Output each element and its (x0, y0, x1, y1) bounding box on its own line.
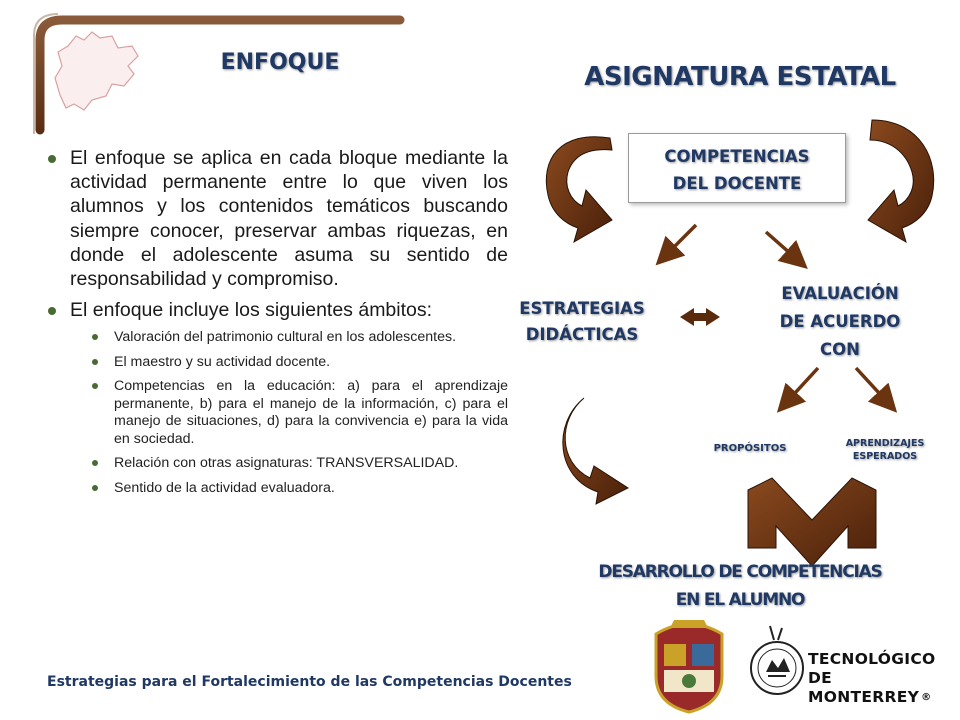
estrategias-label (502, 296, 662, 348)
competencias-label-line: DEL DOCENTE (672, 174, 802, 193)
double-arrow (680, 308, 720, 326)
aprendizajes-label (830, 437, 940, 463)
arrow-to-estrategias (663, 225, 696, 258)
competencias-label-line: COMPETENCIAS (664, 147, 810, 166)
bullet-text: El enfoque se aplica en cada bloque mediante la actividad permanente entre lo que viven los alumnos y los contenidos temáticos buscando siempre conocer, preservar ambas riquezas, en donde el adolescente asuma su sentido de responsabilidad y compromiso. (70, 147, 508, 291)
desarrollo-label-line: EN EL ALUMNO (675, 590, 805, 610)
competencias-label (628, 143, 846, 197)
arrow-to-aprendizajes (856, 368, 890, 405)
aprendizajes-label-line: ESPERADOS (852, 451, 918, 462)
tec-wordmark-line (808, 669, 958, 707)
bullet-text: El enfoque incluye los siguientes ámbitos: (70, 299, 433, 322)
tec-wordmark-line2: DE MONTERREY (808, 669, 920, 706)
sub-bullet-text: Valoración del patrimonio cultural en los adolescentes. (114, 329, 457, 346)
evaluacion-label-line: EVALUACIÓN (781, 284, 899, 303)
hook-arrow (563, 398, 628, 504)
evaluacion-label-line: CON (820, 340, 860, 359)
registered-mark: ® (921, 692, 932, 703)
arrow-to-propositos (784, 368, 818, 405)
curved-arrow-left (546, 137, 612, 242)
estado-de-mexico-seal-logo (650, 614, 728, 714)
sub-bullet-text: Sentido de la actividad evaluadora. (114, 479, 335, 496)
sub-bullet-text: Competencias en la educación: a) para el aprendizaje permanente, b) para el manejo de la información, c) para el manejo de situaciones, d) para la convivencia e) para la vida en sociedad. (114, 378, 508, 447)
evaluacion-label-line: DE ACUERDO (779, 312, 901, 331)
tec-wordmark-line: TECNOLÓGICO (808, 650, 936, 668)
sub-bullet-text: Relación con otras asignaturas: TRANSVERSALIDAD. (114, 455, 459, 472)
curved-arrow-right (868, 120, 934, 242)
footer-text: Estrategias para el Fortalecimiento de las Competencias Docentes (47, 674, 572, 690)
sub-bullet-text: El maestro y su actividad docente. (114, 353, 331, 370)
aprendizajes-label-line: APRENDIZAJES (845, 438, 925, 449)
diagram-title: ASIGNATURA ESTATAL (584, 62, 896, 92)
propositos-label: PROPÓSITOS (713, 443, 787, 454)
tec-de-monterrey-wordmark (808, 650, 958, 707)
estrategias-label-line: ESTRATEGIAS (519, 299, 645, 318)
desarrollo-label (570, 558, 910, 614)
evaluacion-label (760, 280, 920, 364)
itesm-seal-logo (748, 622, 806, 702)
arrow-to-evaluacion (766, 232, 800, 262)
converging-arrow (748, 478, 876, 566)
estrategias-label-line: DIDÁCTICAS (525, 325, 639, 344)
section-heading: ENFOQUE (220, 50, 340, 75)
desarrollo-label-line: DESARROLLO DE COMPETENCIAS (598, 562, 882, 582)
